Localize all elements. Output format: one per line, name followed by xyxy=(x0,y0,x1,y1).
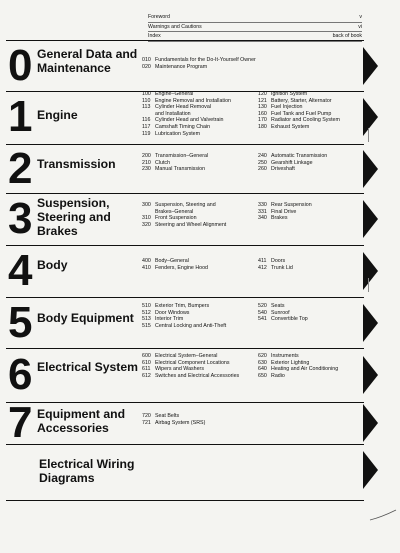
topic-code: 640 xyxy=(258,366,267,373)
edge-mark xyxy=(368,128,369,142)
topic-code: 515 xyxy=(142,322,151,329)
topic-code: 010 xyxy=(142,57,151,63)
section-number: 3 xyxy=(8,194,32,243)
topic-text: Convertible Top xyxy=(271,316,308,323)
topic-code: 340 xyxy=(258,215,267,222)
left-topic-column xyxy=(142,303,226,329)
topic-code: 230 xyxy=(142,166,151,173)
section-title-line: Steering and xyxy=(37,210,111,224)
topic-item[interactable] xyxy=(258,209,312,216)
left-topic-column xyxy=(142,413,205,426)
topic-code: 020 xyxy=(142,63,151,70)
topic-text: Cylinder Head Removal xyxy=(155,104,211,111)
topic-code: 130 xyxy=(258,104,267,111)
topic-code: 121 xyxy=(258,97,267,104)
topic-item[interactable] xyxy=(142,131,231,138)
topic-item[interactable] xyxy=(142,209,226,216)
left-topic-column xyxy=(142,153,208,173)
topic-text: Body–General xyxy=(155,258,189,264)
section-title-line: Maintenance xyxy=(37,61,111,75)
section-title xyxy=(37,157,116,171)
front-matter-label: Index xyxy=(148,33,161,40)
topic-item[interactable] xyxy=(258,303,308,310)
page-scuff-mark xyxy=(368,508,398,522)
section-divider xyxy=(6,144,364,145)
section-title-line: Diagrams xyxy=(39,471,95,485)
topic-text: Camshaft Timing Chain xyxy=(155,123,211,130)
topic-item[interactable] xyxy=(142,316,226,323)
topic-text: Electrical System–General xyxy=(155,353,218,359)
topic-code: 210 xyxy=(142,159,151,166)
front-matter-label: Foreword xyxy=(148,14,170,20)
topic-text: Engine–General xyxy=(155,91,194,97)
section-title xyxy=(37,196,111,238)
section-title-line: Suspension, xyxy=(37,196,110,210)
top-divider xyxy=(6,40,364,41)
section-arrow-icon[interactable] xyxy=(363,451,378,489)
topic-item[interactable] xyxy=(142,420,205,427)
topic-code: 630 xyxy=(258,359,267,366)
topic-code: 120 xyxy=(258,91,267,97)
section-arrow-icon[interactable] xyxy=(363,304,378,342)
section-title xyxy=(39,457,134,485)
topic-code: 620 xyxy=(258,353,267,359)
topic-text: Seats xyxy=(271,303,285,309)
topic-item[interactable] xyxy=(142,57,256,64)
topic-item[interactable] xyxy=(258,98,340,105)
section-number: 6 xyxy=(8,350,32,399)
section-row[interactable] xyxy=(6,91,394,143)
section-title xyxy=(37,108,78,122)
topic-item[interactable] xyxy=(142,310,226,317)
topic-text: and Installation xyxy=(155,110,191,117)
topic-text: Brakes–General xyxy=(155,208,194,215)
topic-item[interactable] xyxy=(142,360,239,367)
topic-item[interactable] xyxy=(258,215,312,222)
topic-text: Battery, Starter, Alternator xyxy=(271,97,332,104)
topic-text: Exhaust System xyxy=(271,123,310,130)
right-topic-column xyxy=(258,153,327,173)
section-title xyxy=(37,258,67,272)
topic-code: 612 xyxy=(142,372,151,379)
topic-item[interactable] xyxy=(258,104,340,111)
topic-code: 330 xyxy=(258,202,267,208)
topic-code: 520 xyxy=(258,303,267,309)
topic-item[interactable] xyxy=(142,413,205,420)
topic-item[interactable] xyxy=(142,111,231,118)
section-number: 5 xyxy=(8,298,32,347)
topic-text: Fenders, Engine Hood xyxy=(155,264,209,271)
topic-item[interactable] xyxy=(258,111,340,118)
topic-item[interactable] xyxy=(142,215,226,222)
topic-text: Maintenance Program xyxy=(155,63,208,70)
section-title xyxy=(37,360,138,374)
topic-code: 170 xyxy=(258,117,267,124)
section-arrow-icon[interactable] xyxy=(363,150,378,188)
topic-item[interactable] xyxy=(142,98,231,105)
left-topic-column xyxy=(142,202,226,228)
topic-text: Radio xyxy=(271,372,285,379)
topic-code: 400 xyxy=(142,258,151,264)
topic-code: 610 xyxy=(142,359,151,366)
section-title-line: Brakes xyxy=(37,224,78,238)
topic-text: Final Drive xyxy=(271,208,297,215)
left-topic-column xyxy=(142,353,239,379)
topic-code: 510 xyxy=(142,303,151,309)
topic-code: 540 xyxy=(258,309,267,316)
front-matter-label: Warnings and Cautions xyxy=(148,23,202,30)
topic-text: Engine Removal and Installation xyxy=(155,97,231,104)
topic-text: Cylinder Head and Valvetrain xyxy=(155,117,224,124)
right-topic-column xyxy=(258,91,340,131)
topic-text: Electrical Component Locations xyxy=(155,359,230,366)
section-arrow-icon[interactable] xyxy=(363,252,378,290)
topic-text: Ignition System xyxy=(271,91,308,97)
topic-code: 160 xyxy=(258,110,267,117)
topic-item[interactable] xyxy=(258,160,327,167)
section-row[interactable] xyxy=(6,349,394,401)
section-title-line: General Data and xyxy=(37,47,138,61)
front-matter-row[interactable] xyxy=(148,23,362,33)
topic-text: Suspension, Steering and xyxy=(155,202,216,208)
section-arrow-icon[interactable] xyxy=(363,98,378,136)
topic-item[interactable] xyxy=(142,303,226,310)
topic-item[interactable] xyxy=(142,117,231,124)
topic-item[interactable] xyxy=(258,366,338,373)
section-title-line: Accessories xyxy=(37,421,109,435)
right-topic-column xyxy=(258,353,338,379)
left-topic-column xyxy=(142,57,256,70)
section-divider xyxy=(6,402,364,403)
front-matter-row[interactable] xyxy=(148,13,362,23)
topic-text: Door Windows xyxy=(155,309,190,316)
right-topic-column xyxy=(258,258,293,271)
section-title-line: Body xyxy=(37,258,68,272)
topic-text: Doors xyxy=(271,258,286,264)
edge-mark xyxy=(368,278,369,292)
topic-item[interactable] xyxy=(258,310,308,317)
section-title xyxy=(37,407,125,435)
section-arrow-icon[interactable] xyxy=(363,356,378,394)
topic-item[interactable] xyxy=(142,366,239,373)
section-divider xyxy=(6,444,364,445)
section-divider xyxy=(6,297,364,298)
topic-text: Automatic Transmission xyxy=(271,153,328,159)
front-matter-page: vi xyxy=(358,23,362,30)
topic-text: Wipers and Washers xyxy=(155,366,204,373)
topic-item[interactable] xyxy=(258,265,293,272)
section-title xyxy=(37,311,134,325)
topic-code: 410 xyxy=(142,264,151,271)
section-number: 1 xyxy=(8,92,32,141)
left-topic-column xyxy=(142,91,231,137)
front-matter-page: v xyxy=(359,14,362,20)
topic-text: Clutch xyxy=(155,159,171,166)
topic-item[interactable] xyxy=(142,353,239,360)
section-number: 4 xyxy=(8,246,32,295)
section-row[interactable] xyxy=(6,445,394,495)
topic-text: Front Suspension xyxy=(155,215,197,222)
topic-text: Exterior Trim, Bumpers xyxy=(155,303,210,309)
section-title-line: Equipment and xyxy=(37,407,126,421)
section-title-line: Electrical System xyxy=(37,360,138,374)
topic-item[interactable] xyxy=(142,222,226,229)
topic-item[interactable] xyxy=(258,124,340,131)
section-title-line: Transmission xyxy=(37,157,116,171)
section-divider xyxy=(6,91,364,92)
topic-item[interactable] xyxy=(142,153,208,160)
topic-item[interactable] xyxy=(142,323,226,330)
topic-item[interactable] xyxy=(258,258,293,265)
section-row[interactable] xyxy=(6,298,394,348)
section-title xyxy=(37,47,137,75)
topic-item[interactable] xyxy=(258,373,338,380)
topic-text: Brakes xyxy=(271,215,288,222)
topic-item[interactable] xyxy=(142,166,208,173)
topic-code: 650 xyxy=(258,372,267,379)
topic-code xyxy=(142,111,155,118)
topic-item[interactable] xyxy=(142,124,231,131)
topic-text: Trunk Lid xyxy=(271,264,293,271)
topic-item[interactable] xyxy=(258,166,327,173)
topic-item[interactable] xyxy=(142,373,239,380)
topic-code: 100 xyxy=(142,91,151,97)
section-divider xyxy=(6,193,364,194)
topic-item[interactable] xyxy=(258,316,308,323)
topic-text: Interior Trim xyxy=(155,316,184,323)
topic-code: 513 xyxy=(142,316,151,323)
topic-code: 721 xyxy=(142,419,151,426)
topic-text: Fuel Injection xyxy=(271,104,303,111)
topic-code: 300 xyxy=(142,202,151,208)
topic-code: 720 xyxy=(142,413,151,419)
topic-item[interactable] xyxy=(258,117,340,124)
topic-code: 310 xyxy=(142,215,151,222)
topic-item[interactable] xyxy=(142,265,208,272)
front-matter-page: back of book xyxy=(332,33,362,40)
topic-text: Driveshaft xyxy=(271,166,295,173)
section-row[interactable] xyxy=(6,42,394,90)
topic-text: Airbag System (SRS) xyxy=(155,419,206,426)
topic-text: Heating and Air Conditioning xyxy=(271,366,339,373)
topic-code: 600 xyxy=(142,353,151,359)
section-arrow-icon[interactable] xyxy=(363,200,378,238)
topic-item[interactable] xyxy=(258,360,338,367)
section-title-line: Engine xyxy=(37,108,78,122)
section-row[interactable] xyxy=(6,398,394,447)
topic-code: 116 xyxy=(142,117,151,124)
topic-code: 110 xyxy=(142,97,151,104)
section-row[interactable] xyxy=(6,145,394,192)
topic-text: Steering and Wheel Alignment xyxy=(155,221,227,228)
section-number: 2 xyxy=(8,143,32,193)
right-topic-column xyxy=(258,303,308,323)
topic-code: 260 xyxy=(258,166,267,173)
topic-item[interactable] xyxy=(258,202,312,209)
topic-code: 250 xyxy=(258,159,267,166)
topic-code xyxy=(142,209,155,216)
topic-code: 541 xyxy=(258,316,267,323)
topic-text: Radiator and Cooling System xyxy=(271,117,340,124)
topic-code: 411 xyxy=(258,258,267,264)
topic-text: Rear Suspension xyxy=(271,202,312,208)
topic-text: Seat Belts xyxy=(155,413,180,419)
topic-code: 117 xyxy=(142,123,151,130)
section-row[interactable] xyxy=(6,246,394,296)
topic-code: 200 xyxy=(142,153,151,159)
section-divider xyxy=(6,500,364,501)
right-topic-column xyxy=(258,202,312,222)
topic-text: Instruments xyxy=(271,353,299,359)
section-number: 0 xyxy=(8,41,32,90)
section-title-line: Body Equipment xyxy=(37,311,134,325)
section-title-line: Electrical Wiring xyxy=(39,457,135,471)
topic-text: Exterior Lighting xyxy=(271,359,310,366)
left-topic-column xyxy=(142,258,208,271)
topic-item[interactable] xyxy=(142,258,208,265)
topic-text: Manual Transmission xyxy=(155,166,206,173)
topic-text: Central Locking and Anti-Theft xyxy=(155,322,227,329)
section-row[interactable] xyxy=(6,194,394,244)
topic-code: 412 xyxy=(258,264,267,271)
topic-code: 331 xyxy=(258,208,267,215)
topic-code: 119 xyxy=(142,130,151,137)
topic-code: 320 xyxy=(142,221,151,228)
section-number: 7 xyxy=(8,398,32,447)
section-arrow-icon[interactable] xyxy=(363,47,378,85)
topic-code: 240 xyxy=(258,153,267,159)
topic-text: Transmission–General xyxy=(155,153,209,159)
topic-code: 611 xyxy=(142,366,151,373)
topic-item[interactable] xyxy=(258,153,327,160)
topic-text: Fuel Tank and Fuel Pump xyxy=(271,110,332,117)
section-divider xyxy=(6,348,364,349)
topic-item[interactable] xyxy=(142,104,231,111)
topic-code: 180 xyxy=(258,123,267,130)
section-divider xyxy=(6,245,364,246)
topic-item[interactable] xyxy=(258,353,338,360)
topic-text: Fundamentals for the Do-It-Yourself Owner xyxy=(155,57,256,63)
topic-code: 512 xyxy=(142,309,151,316)
topic-text: Switches and Electrical Accessories xyxy=(155,372,240,379)
section-arrow-icon[interactable] xyxy=(363,404,378,442)
topic-item[interactable] xyxy=(142,64,256,71)
topic-text: Gearshift Linkage xyxy=(271,159,313,166)
topic-item[interactable] xyxy=(142,202,226,209)
topic-text: Sunroof xyxy=(271,309,290,316)
front-matter-list xyxy=(148,13,362,42)
topic-code: 113 xyxy=(142,104,151,111)
topic-item[interactable] xyxy=(142,160,208,167)
topic-text: Lubrication System xyxy=(155,130,201,137)
